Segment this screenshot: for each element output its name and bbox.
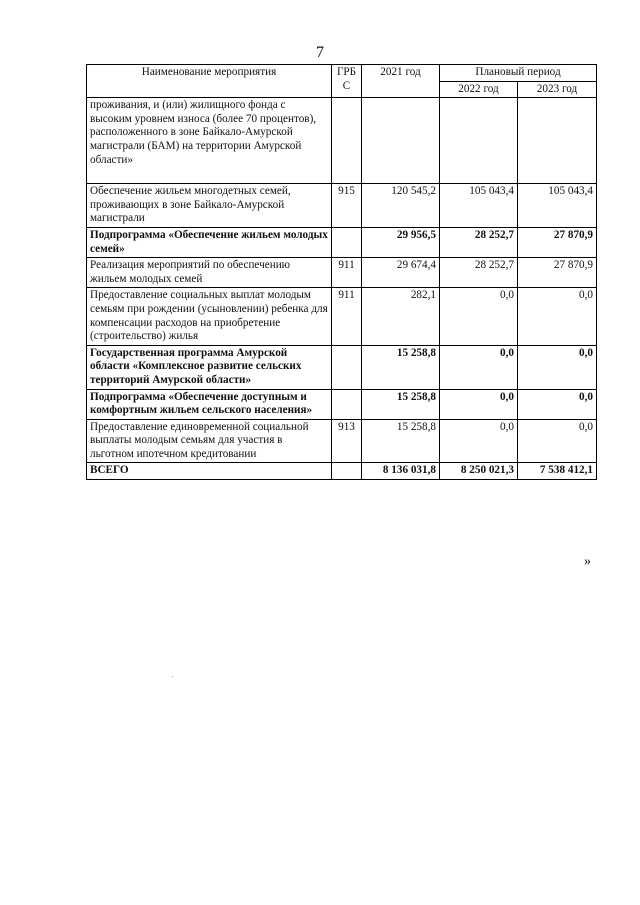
row-name: Подпрограмма «Обеспечение жильем молодых семей» [87, 227, 332, 257]
table-body [87, 98, 597, 480]
row-name: ВСЕГО [87, 463, 332, 480]
row-name: Предоставление единовременной социальной выплаты молодым семьям для участия в льготном ипотечном кредитовании [87, 419, 332, 463]
row-grbs: 915 [332, 184, 362, 228]
row-2022: 28 252,7 [440, 258, 518, 288]
row-2021 [362, 98, 440, 184]
table-row [87, 227, 597, 257]
row-grbs: 911 [332, 288, 362, 345]
row-2023: 7 538 412,1 [518, 463, 597, 480]
header-planned-period: Плановый период [440, 65, 597, 82]
row-2023: 0,0 [518, 345, 597, 389]
row-name: Подпрограмма «Обеспечение доступным и комфортным жильем сельского населения» [87, 389, 332, 419]
row-2022: 0,0 [440, 288, 518, 345]
row-2021: 120 545,2 [362, 184, 440, 228]
row-2022: 8 250 021,3 [440, 463, 518, 480]
scan-speck [172, 676, 173, 677]
row-2022: 0,0 [440, 419, 518, 463]
row-2021: 29 674,4 [362, 258, 440, 288]
row-2022: 0,0 [440, 345, 518, 389]
row-2022: 0,0 [440, 389, 518, 419]
table-row [87, 184, 597, 228]
row-2021: 282,1 [362, 288, 440, 345]
row-2023: 27 870,9 [518, 227, 597, 257]
page-number: 7 [316, 44, 324, 61]
row-2022: 28 252,7 [440, 227, 518, 257]
row-grbs [332, 227, 362, 257]
row-grbs [332, 463, 362, 480]
closing-quote: » [584, 554, 591, 569]
table-row [87, 345, 597, 389]
row-name: Государственная программа Амурской области «Комплексное развитие сельских территорий Амурской области» [87, 345, 332, 389]
row-2022 [440, 98, 518, 184]
table-row [87, 389, 597, 419]
row-2021: 29 956,5 [362, 227, 440, 257]
row-name: Обеспечение жильем многодетных семей, проживающих в зоне Байкало-Амурской магистрали [87, 184, 332, 228]
header-2021: 2021 год [362, 65, 440, 98]
row-grbs: 913 [332, 419, 362, 463]
row-2023: 105 043,4 [518, 184, 597, 228]
row-2023: 27 870,9 [518, 258, 597, 288]
row-2022: 105 043,4 [440, 184, 518, 228]
table-row-total [87, 463, 597, 480]
row-2023: 0,0 [518, 419, 597, 463]
header-grbs: ГРБ С [332, 65, 362, 98]
row-2021: 8 136 031,8 [362, 463, 440, 480]
row-name: проживания, и (или) жилищного фонда с высоким уровнем износа (более 70 процентов), расположенного в зоне Байкало-Амурской магистрали (БАМ) на территории Амурской области» [87, 98, 332, 184]
budget-table [86, 64, 597, 480]
table-row [87, 419, 597, 463]
row-grbs [332, 98, 362, 184]
row-2021: 15 258,8 [362, 345, 440, 389]
table-row [87, 258, 597, 288]
table-row [87, 98, 597, 184]
row-grbs: 911 [332, 258, 362, 288]
row-grbs [332, 389, 362, 419]
header-2023: 2023 год [518, 81, 597, 98]
row-2021: 15 258,8 [362, 419, 440, 463]
table-row [87, 288, 597, 345]
row-2021: 15 258,8 [362, 389, 440, 419]
row-2023: 0,0 [518, 288, 597, 345]
header-name: Наименование мероприятия [87, 65, 332, 98]
row-2023: 0,0 [518, 389, 597, 419]
row-name: Предоставление социальных выплат молодым семьям при рождении (усыновлении) ребенка для компенсации расходов на приобретение (строительство) жилья [87, 288, 332, 345]
row-2023 [518, 98, 597, 184]
row-grbs [332, 345, 362, 389]
header-2022: 2022 год [440, 81, 518, 98]
row-name: Реализация мероприятий по обеспечению жильем молодых семей [87, 258, 332, 288]
